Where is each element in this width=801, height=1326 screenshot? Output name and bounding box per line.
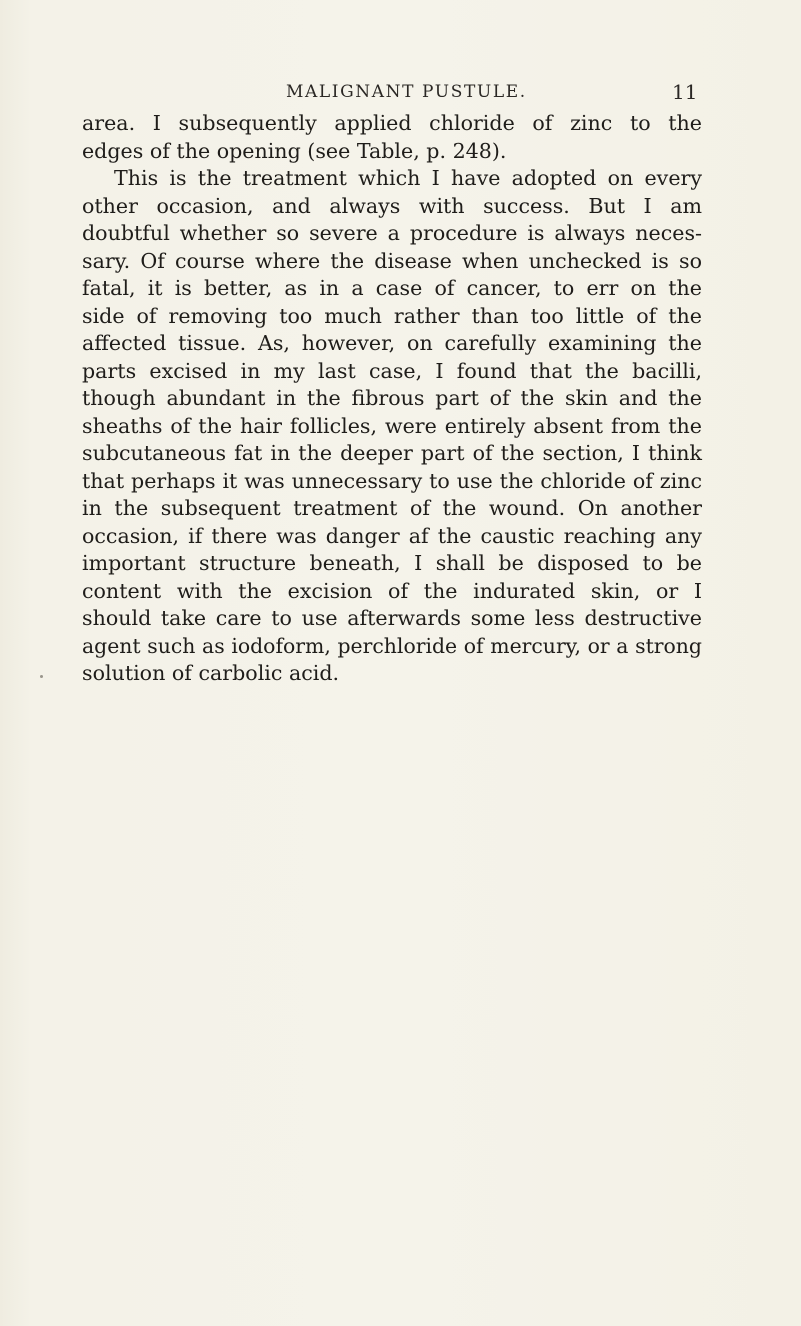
text-line: parts excised in my last case, I found that the bacilli, — [82, 358, 702, 383]
margin-speck — [40, 675, 43, 678]
text-line: occasion, if there was danger af the caustic reaching any — [82, 523, 702, 548]
text-line: affected tissue. As, however, on carefully examining the — [82, 331, 702, 355]
text-line: doubtful whether so severe a procedure is always neces- — [82, 221, 702, 245]
text-line: edges of the opening (see Table, p. 248). — [82, 138, 507, 163]
text-line: subcutaneous fat in the deeper part of the section, I think — [82, 441, 702, 465]
text-line: fatal, it is better, as in a case of cancer, to err on the — [82, 276, 702, 300]
text-line: important structure beneath, I shall be disposed to be — [82, 551, 702, 575]
text-line: side of removing too much rather than too little of the — [82, 303, 702, 328]
text-line: solution of carbolic acid. — [82, 661, 340, 685]
text-line: should take care to use afterwards some less destructive — [82, 606, 702, 630]
text-line: though abundant in the fibrous part of the skin and the — [82, 386, 702, 410]
text-line: sheaths of the hair follicles, were entirely absent from the — [82, 413, 702, 438]
text-line: agent such as iodoform, perchloride of mercury, or a strong — [82, 633, 702, 658]
text-line: that perhaps it was unnecessary to use the chloride of zinc — [82, 468, 702, 493]
running-title: MALIGNANT PUSTULE. — [286, 82, 527, 102]
page-number: 11 — [672, 80, 698, 104]
text-line: content with the excision of the indurated skin, or I — [82, 578, 702, 603]
text-line: sary. Of course where the disease when unchecked is so — [82, 248, 702, 273]
text-line: This is the treatment which I have adopted on every — [114, 166, 702, 190]
text-line: area. I subsequently applied chloride of zinc to the — [82, 111, 702, 135]
body-text — [82, 110, 702, 688]
text-line: in the subsequent treatment of the wound. On another — [82, 496, 702, 520]
text-line: other occasion, and always with success. But I am — [82, 193, 702, 218]
